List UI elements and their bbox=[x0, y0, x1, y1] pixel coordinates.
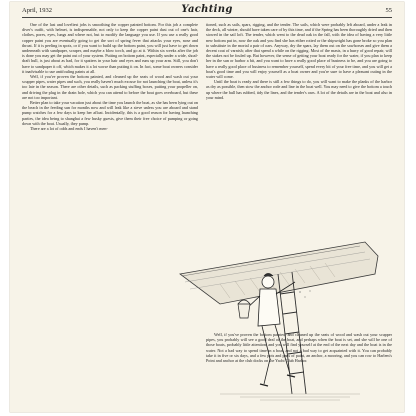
right-column-upper bbox=[206, 22, 392, 247]
magazine-page bbox=[10, 2, 404, 412]
paragraph: One of the last and loveliest jobs is smoothing the copper painted bottom. For this job a complete diver's outfit, with helmet, is indispensable, not only to keep the copper paint dust out of one's hair, clothes, pores, eyes, lungs and where not, but to modify the language you use. If you use a really good copper paint you are eventually going to get the sort of spring fever that attacks your eyes, nose and throat. If it is peeling in spots, or if you want to build up the bottom paint, you will just have to get down underneath with sandpaper, scraper, and maybe a blow torch, and go at it. Within six weeks after the job is done you may get the paint out of your system. Putting on bottom paint, especially under a wide, shoal-draft hull, is just about as bad, for it spatters in your hair and eyes and runs up your arm. Still, you don't have to sandpaper it off, which makes it a lot worse than putting it on. In fact, some boat owners consider it inadvisable to use antifouling paints at all. bbox=[22, 22, 198, 74]
paragraph: tioned, such as sails, spars, rigging, and the tender. The sails, which were probably left aboard, under a leak in the deck, all winter, should have taken care of by this time, and if the Spring has been thoroughly dried and then stowed in the sail loft. The tender, which went to the dead oak in the fall, with the idea of having a very little new bottom put in, now the oak and you find she has either rotted or the shipwright has gone broke so you plan to substitute in the mortal a pair of oars. Anyway, dry the spars, lay them out on the sawhorses and give them a decent coat of varnish; after that spend a while on the rigging. Most of the masts, in a hurry of good repair, will the stakes not be fouled up. But however, the sense of getting your boat ready for the water, if you plan to keep her in the sun or harbor a bit, and you want to have a really good place of business to be, and you are going to have a really good place of business to remember yourself, spend every bit of your free time, and you will get a boat's good time and you will enjoy yourself as a boat owner and you're sure to have a pleasant outing in the water will come. bbox=[206, 22, 392, 80]
page-header bbox=[22, 4, 392, 18]
paragraph: Well, if you've proven the bottom painted, and cleaned up the seats of wood and wash out your scupper pipes, water pipes and such, you really haven't much excuse for not launching the boat, unless it's too late in the season. There are other details, such as packing stuffing boxes, putting your propeller on, and driving the plug in the drain hole, which you can attend to before the boat goes overboard, but these are not too important. bbox=[22, 74, 198, 100]
paragraph: Well, if you've proven the bottom painted, and cleaned up the seats of wood and wash out your scupper pipes, you probably will see a good deal of the boat, and perhaps when the boat is set, and she will be one of those boats, probably little attention, and you will find yourself at the end of the next day and the boat is in the water. Not a bad way to spend time in a boat, and not a bad way to get acquainted with it. You can probably take it in five or six days, and a few pots and pans of paint, an anchor, a mooring, and you can row to Harlem's Point and anchor at the club docks on the Yacht Club Harbor. bbox=[206, 332, 392, 364]
issue-date: April, 1932 bbox=[22, 7, 52, 14]
paragraph: Better plan to take your vacation just about the time you launch the boat, as she has been lying out on the beach in the feeding sun for months now and will leak like a sieve unless you are aboard and stand pump watches for a few days to keep her afloat. Incidentally, this is a good reason for having launching parties, the idea being to shanghai a few husky guests, give them their free choice of pumping or going down with the boat. Usually, they pump. bbox=[22, 100, 198, 126]
paragraph: Until the boat is ready and there is still a few things to do, you will want to make the planks of the harbor as dry as possible, then stow the anchor rode and line in the boat well. You may need to give the bottom a touch up where the hull has rubbed, tidy the lines, and the tender's oars. A lot of the details are in the boat and also in your mind. bbox=[206, 79, 392, 100]
header-rule bbox=[22, 17, 392, 18]
page-number: 55 bbox=[385, 7, 392, 14]
magazine-title: Yachting bbox=[181, 4, 233, 15]
right-column-lower bbox=[206, 332, 392, 408]
paragraph: There are a lot of odds and ends I haven't men- bbox=[30, 126, 108, 132]
